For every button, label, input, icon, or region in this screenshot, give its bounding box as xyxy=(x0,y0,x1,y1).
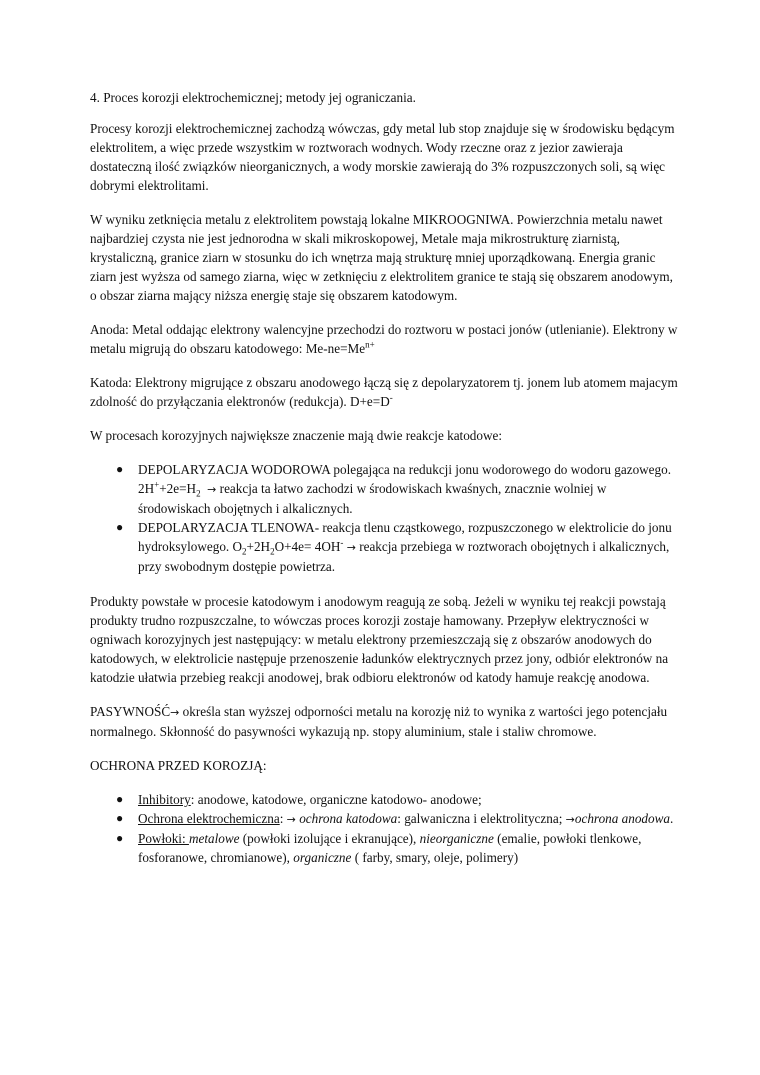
paragraph-reakcje: W procesach korozyjnych największe znaczenie mają dwie reakcje katodowe: xyxy=(90,428,503,443)
arrow-right-icon: → xyxy=(346,541,356,554)
ochrona-heading: OCHRONA PRZED KOROZJĄ: xyxy=(90,758,267,773)
list-item-depolaryzacja-wodorowa xyxy=(116,460,680,518)
bullet-icon: ● xyxy=(116,462,124,476)
anoda-superscript: n+ xyxy=(365,339,375,350)
subscript: 2 xyxy=(270,546,275,557)
subscript: 2 xyxy=(242,546,247,557)
paragraph-intro: Procesy korozji elektrochemicznej zachodzą wówczas, gdy metal lub stop znajduje się w środowisku będącym elektrolitem, a więc przede wszystkim w roztworach wodnych. Wody rzeczne oraz z jezior zawieraja dostateczną ilość związków nieorganicznych, a wody morskie zawierają do 3% rozpuszczonych soli, są więc dobrymi elektrolitami. xyxy=(90,121,675,193)
bullet-icon: ● xyxy=(116,831,124,845)
item-italic: nieorganiczne xyxy=(419,831,494,846)
section-heading: 4. Proces korozji elektrochemicznej; metody jej ograniczania. xyxy=(90,90,416,105)
item-text: ( farby, smary, oleje, polimery) xyxy=(351,850,519,865)
item-italic: organiczne xyxy=(293,850,352,865)
list-item-ochrona-elektrochemiczna xyxy=(116,809,680,829)
cathodic-reactions-list xyxy=(90,460,680,576)
item-text: DEPOLARYZACJA WODOROWA polegająca na redukcji jonu wodorowego do wodoru gazowego. 2H xyxy=(138,462,672,496)
item-italic: ochrona katodowa xyxy=(295,811,398,826)
item-italic: metalowe xyxy=(188,831,240,846)
bullet-icon: ● xyxy=(116,811,124,825)
paragraph-produkty: Produkty powstałe w procesie katodowym i anodowym reagują ze sobą. Jeżeli w wyniku tej reakcji powstają produkty trudno rozpuszczalne, to wówczas proces korozji zostaje hamowany. Przepływ elektryczności w ogniwach korozyjnych jest następujący: w metalu elektrony przemieszczają się z obszarów anodowych do katodowych, w elektrolicie następuje przenoszenie ładunków elektrycznych przez jony, odbiór elektronów na katodzie ułatwia przebieg reakcji anodowej, brak odbioru elektronów od katody hamuje reakcję anodowa. xyxy=(90,594,669,685)
item-text: O+4e= 4OH xyxy=(274,539,341,554)
list-item-powloki xyxy=(116,829,680,867)
arrow-right-icon: → xyxy=(565,813,575,826)
list-item-depolaryzacja-tlenowa xyxy=(116,518,680,576)
item-text: : anodowe, katodowe, organiczne katodowo- anodowe; xyxy=(190,792,482,807)
item-text: . xyxy=(670,811,674,826)
pasywnosc-label: PASYWNOŚĆ xyxy=(90,704,171,719)
item-text: +2e=H xyxy=(159,481,197,496)
arrow-right-icon: → xyxy=(170,706,180,719)
list-item-inhibitory xyxy=(116,790,680,809)
subscript: 2 xyxy=(196,488,201,499)
item-text: DEPOLARYZACJA TLENOWA- reakcja tlenu cząstkowego, rozpuszczonego w elektrolicie do jonu hydroksylowego. O xyxy=(138,520,672,554)
arrow-right-icon: → xyxy=(207,483,217,496)
item-text: : galwaniczna i elektrolityczna; xyxy=(397,811,566,826)
item-text: (powłoki izolujące i ekranujące), xyxy=(239,831,420,846)
protection-methods-list xyxy=(90,790,680,867)
superscript: - xyxy=(340,537,344,548)
bullet-icon: ● xyxy=(116,792,124,806)
superscript: + xyxy=(154,479,160,490)
item-text: +2H xyxy=(246,539,271,554)
paragraph-pasywnosc xyxy=(90,702,680,741)
paragraph-mikroogniwa: W wyniku zetknięcia metalu z elektrolitem powstają lokalne MIKROOGNIWA. Powierzchnia metalu nawet najbardziej czysta nie jest jednorodna w skali mikroskopowej, Metale maja mikrostrukturę ziarnistą, krystaliczną, granice ziarn w stosunku do ich wnętrza mają strukturę mniej uporządkowaną. Energia granic ziarn jest wyższa od samego ziarna, więc w zetknięciu z elektrolitem granice te stają się obszarem anodowym, o obszar ziarna mający niższa energię staje się obszarem katodowym. xyxy=(90,212,673,303)
paragraph-anoda xyxy=(90,320,680,358)
paragraph-katoda xyxy=(90,373,680,411)
bullet-icon: ● xyxy=(116,520,124,534)
anoda-text: Anoda: Metal oddając elektrony walencyjne przechodzi do roztworu w postaci jonów (utlenianie). Elektrony w metalu migrują do obszaru katodowego: Me-ne=Me xyxy=(90,322,678,356)
item-term: Inhibitory xyxy=(138,792,191,807)
arrow-right-icon: → xyxy=(286,813,296,826)
katoda-text: Katoda: Elektrony migrujące z obszaru anodowego łączą się z depolaryzatorem tj. jonem lub atomem majacym zdolność do przyłączania elektronów (redukcja). D+e=D xyxy=(90,375,678,409)
document-content xyxy=(90,88,680,883)
item-text: reakcja ta łatwo zachodzi w środowiskach kwaśnych, znacznie wolniej w środowiskach obojętnych i alkalicznych. xyxy=(138,481,607,516)
item-text: reakcja przebiega w roztworach obojętnych i alkalicznych, przy swobodnym dostępie powietrza. xyxy=(138,539,670,574)
item-term: Powłoki: xyxy=(138,831,189,846)
item-text: : xyxy=(279,811,287,826)
item-italic: ochrona anodowa xyxy=(574,811,671,826)
item-text: (emalie, powłoki tlenkowe, fosforanowe, chromianowe), xyxy=(138,831,642,865)
katoda-superscript: - xyxy=(389,392,393,403)
pasywnosc-text: określa stan wyższej odporności metalu na korozję niż to wynika z wartości jego potencjału normalnego. Skłonność do pasywności wykazują np. stopy aluminium, stale i staliw chromowe. xyxy=(90,704,668,739)
item-term: Ochrona elektrochemiczna xyxy=(138,811,280,826)
